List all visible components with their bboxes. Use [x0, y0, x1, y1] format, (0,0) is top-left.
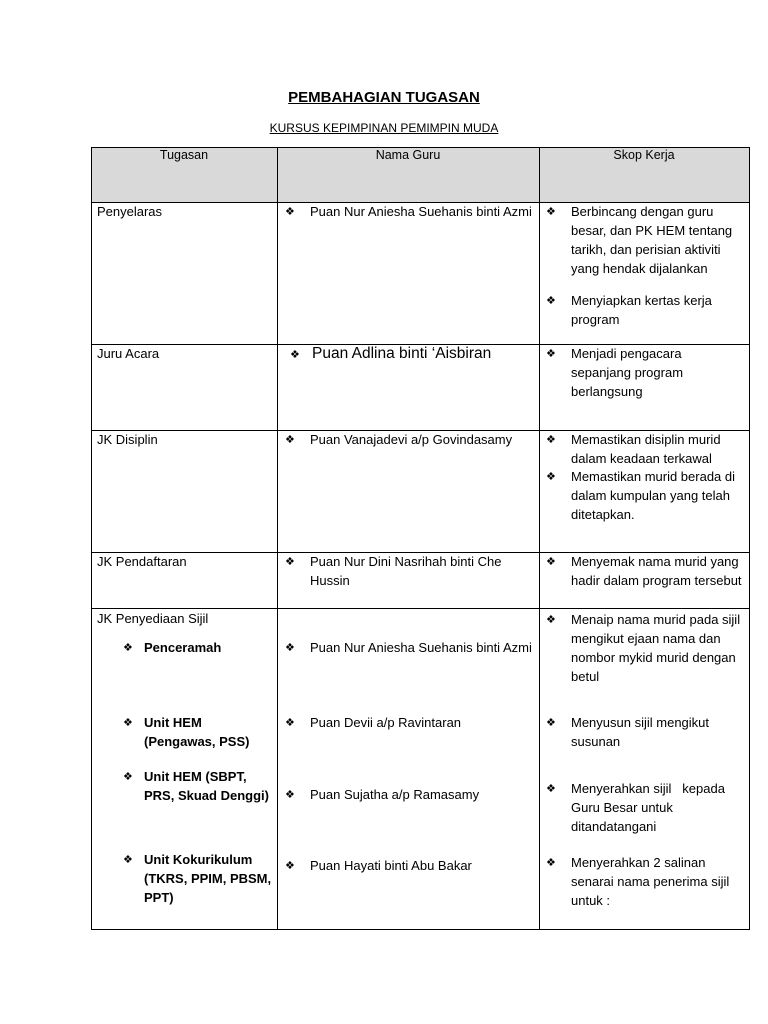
teacher-name: Puan Nur Dini Nasrihah binti Che Hussin — [310, 554, 502, 588]
table-border — [749, 147, 750, 930]
bullet-icon: ❖ — [285, 642, 295, 654]
header-nama-guru: Nama Guru — [375, 148, 441, 162]
bullet-icon: ❖ — [285, 434, 295, 446]
bullet-icon: ❖ — [285, 556, 295, 568]
task-name: Juru Acara — [97, 346, 160, 361]
scope-item: Berbincang dengan guru besar, dan PK HEM tentang tarikh, dan perisian aktiviti yang hendak dijalankan — [571, 204, 733, 276]
task-name: Penyelaras — [97, 204, 163, 219]
scope-item: Menyusun sijil mengikut susunan — [571, 715, 710, 749]
task-table — [91, 147, 750, 930]
header-skop-kerja: Skop Kerja — [613, 148, 675, 162]
bullet-icon: ❖ — [546, 783, 556, 795]
sub-task-name: Penceramah — [144, 640, 222, 655]
scope-item: Menjadi pengacara sepanjang program berlangsung — [571, 346, 684, 399]
scope-item: Menyemak nama murid yang hadir dalam program tersebut — [571, 554, 742, 588]
sub-task-name: Unit Kokurikulum (TKRS, PPIM, PBSM, PPT) — [144, 852, 272, 905]
bullet-icon: ❖ — [123, 854, 133, 866]
scope-item: Menyerahkan sijil kepada Guru Besar untuk ditandatangani — [571, 781, 729, 834]
scope-item: Memastikan murid berada di dalam kumpulan yang telah ditetapkan. — [571, 469, 736, 522]
bullet-icon: ❖ — [123, 771, 133, 783]
bullet-icon: ❖ — [546, 614, 556, 626]
bullet-icon: ❖ — [546, 471, 556, 483]
sub-task-name: Unit HEM (SBPT, PRS, Skuad Denggi) — [144, 769, 269, 803]
bullet-icon: ❖ — [285, 717, 295, 729]
teacher-name: Puan Hayati binti Abu Bakar — [310, 858, 472, 873]
bullet-icon: ❖ — [546, 434, 556, 446]
teacher-name: Puan Adlina binti ‘Aisbiran — [312, 345, 492, 362]
bullet-icon: ❖ — [123, 642, 133, 654]
bullet-icon: ❖ — [546, 295, 556, 307]
teacher-name: Puan Sujatha a/p Ramasamy — [310, 787, 480, 802]
table-border — [91, 929, 750, 930]
teacher-name: Puan Devii a/p Ravintaran — [310, 715, 462, 730]
bullet-icon: ❖ — [546, 556, 556, 568]
bullet-icon: ❖ — [285, 860, 295, 872]
bullet-icon: ❖ — [285, 206, 295, 218]
task-name: JK Disiplin — [97, 432, 158, 447]
bullet-icon: ❖ — [123, 717, 133, 729]
teacher-name: Puan Nur Aniesha Suehanis binti Azmi — [310, 640, 532, 655]
sub-task-name: Unit HEM (Pengawas, PSS) — [144, 715, 250, 749]
column-divider — [277, 147, 278, 930]
column-divider — [539, 147, 540, 930]
bullet-icon: ❖ — [546, 857, 556, 869]
bullet-icon: ❖ — [285, 789, 295, 801]
bullet-icon: ❖ — [546, 717, 556, 729]
scope-item: Memastikan disiplin murid dalam keadaan terkawal — [571, 432, 721, 466]
document-title: PEMBAHAGIAN TUGASAN — [288, 89, 480, 106]
scope-item: Menyiapkan kertas kerja program — [571, 293, 712, 327]
scope-item: Menyerahkan 2 salinan senarai nama penerima sijil untuk : — [571, 855, 730, 908]
header-tugasan: Tugasan — [159, 148, 209, 162]
task-name: JK Penyediaan Sijil — [97, 611, 209, 626]
bullet-icon: ❖ — [546, 206, 556, 218]
bullet-icon: ❖ — [546, 348, 556, 360]
teacher-name: Puan Nur Aniesha Suehanis binti Azmi — [310, 204, 532, 219]
bullet-icon: ❖ — [290, 349, 300, 361]
table-border — [91, 147, 92, 930]
task-name: JK Pendaftaran — [97, 554, 187, 569]
document-subtitle: KURSUS KEPIMPINAN PEMIMPIN MUDA — [269, 121, 499, 135]
teacher-name: Puan Vanajadevi a/p Govindasamy — [310, 432, 513, 447]
scope-item: Menaip nama murid pada sijil mengikut ejaan nama dan nombor mykid murid dengan betul — [571, 612, 741, 684]
